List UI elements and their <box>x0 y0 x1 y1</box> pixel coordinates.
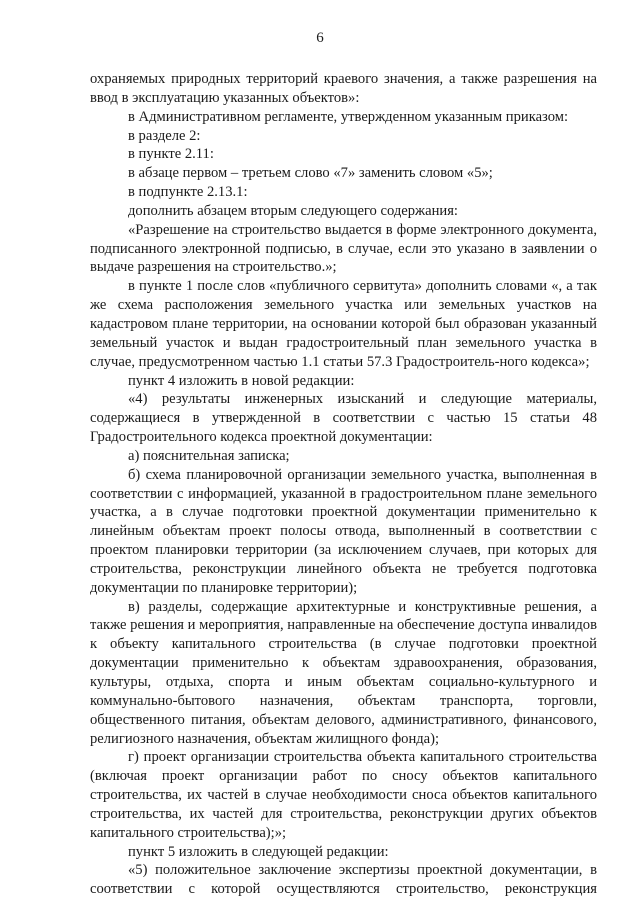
paragraph: «4) результаты инженерных изысканий и следующие материалы, содержащиеся в утвержденной в соответствии с частью 15 статьи 48 Градостроительного кодекса проектной документации: <box>90 391 597 446</box>
paragraph: в пункте 1 после слов «публичного сервитута» дополнить словами «, а так же схема расположения земельного участка или земельных участков на кадастровом плане территории, на основании которой был образован указанный земельный участок и выдан градостроительный план земельного участка в случае, предусмотренном частью 1.1 статьи 57.3 Градостроитель-ного кодекса»; <box>90 278 597 370</box>
document-body <box>90 70 597 899</box>
paragraph: «5) положительное заключение экспертизы проектной документации, в соответствии с которой осуществляются строительство, реконструкция <box>90 862 597 898</box>
paragraph: в пункте 2.11: <box>128 146 214 163</box>
paragraph: в абзаце первом – третьем слово «7» заменить словом «5»; <box>128 165 493 182</box>
paragraph: в) разделы, содержащие архитектурные и конструктивные решения, а также решения и мероприятия, направленные на обеспечение доступа инвалидов к объекту капитального строительства (в случае подготовки проектной документации применительно к объектам здравоохранения, образования, культуры, отдыха, спорта и иным объектам социально-культурного и коммунально-бытового назначения, объектам транспорта, торговли, общественного питания, объектам делового, административного, финансового, религиозного назначения, объектам жилищного фонда); <box>90 598 597 747</box>
paragraph: «Разрешение на строительство выдается в форме электронного документа, подписанного электронной подписью, в случае, если это указано в заявлении о выдаче разрешения на строительство.»; <box>90 221 597 276</box>
page-number: 6 <box>316 30 324 46</box>
paragraph: в разделе 2: <box>128 127 201 144</box>
paragraph: г) проект организации строительства объекта капитального строительства (включая проект организации работ по сносу объектов капитального строительства, их частей в случае необходимости сноса объектов капитального строительства, их частей для строительства, реконструкции других объектов капитального строительства);»; <box>90 749 597 841</box>
paragraph: охраняемых природных территорий краевого значения, а также разрешения на ввод в эксплуатацию указанных объектов»: <box>90 71 597 106</box>
paragraph: б) схема планировочной организации земельного участка, выполненная в соответствии с информацией, указанной в градостроительном плане земельного участка, а в случае подготовки проектной документации применительно к линейным объектам проект полосы отвода, выполненный в соответствии с проектом планировки территории (за исключением случаев, при которых для строительства, реконструкции линейного объекта не требуется подготовка документации по планировке территории); <box>90 466 597 596</box>
paragraph: в подпункте 2.13.1: <box>128 184 248 201</box>
paragraph: пункт 5 изложить в следующей редакции: <box>128 843 389 860</box>
paragraph: пункт 4 изложить в новой редакции: <box>128 372 355 389</box>
paragraph: а) пояснительная записка; <box>128 447 290 464</box>
paragraph: дополнить абзацем вторым следующего содержания: <box>128 202 458 219</box>
paragraph: в Административном регламенте, утвержденном указанным приказом: <box>128 108 569 125</box>
